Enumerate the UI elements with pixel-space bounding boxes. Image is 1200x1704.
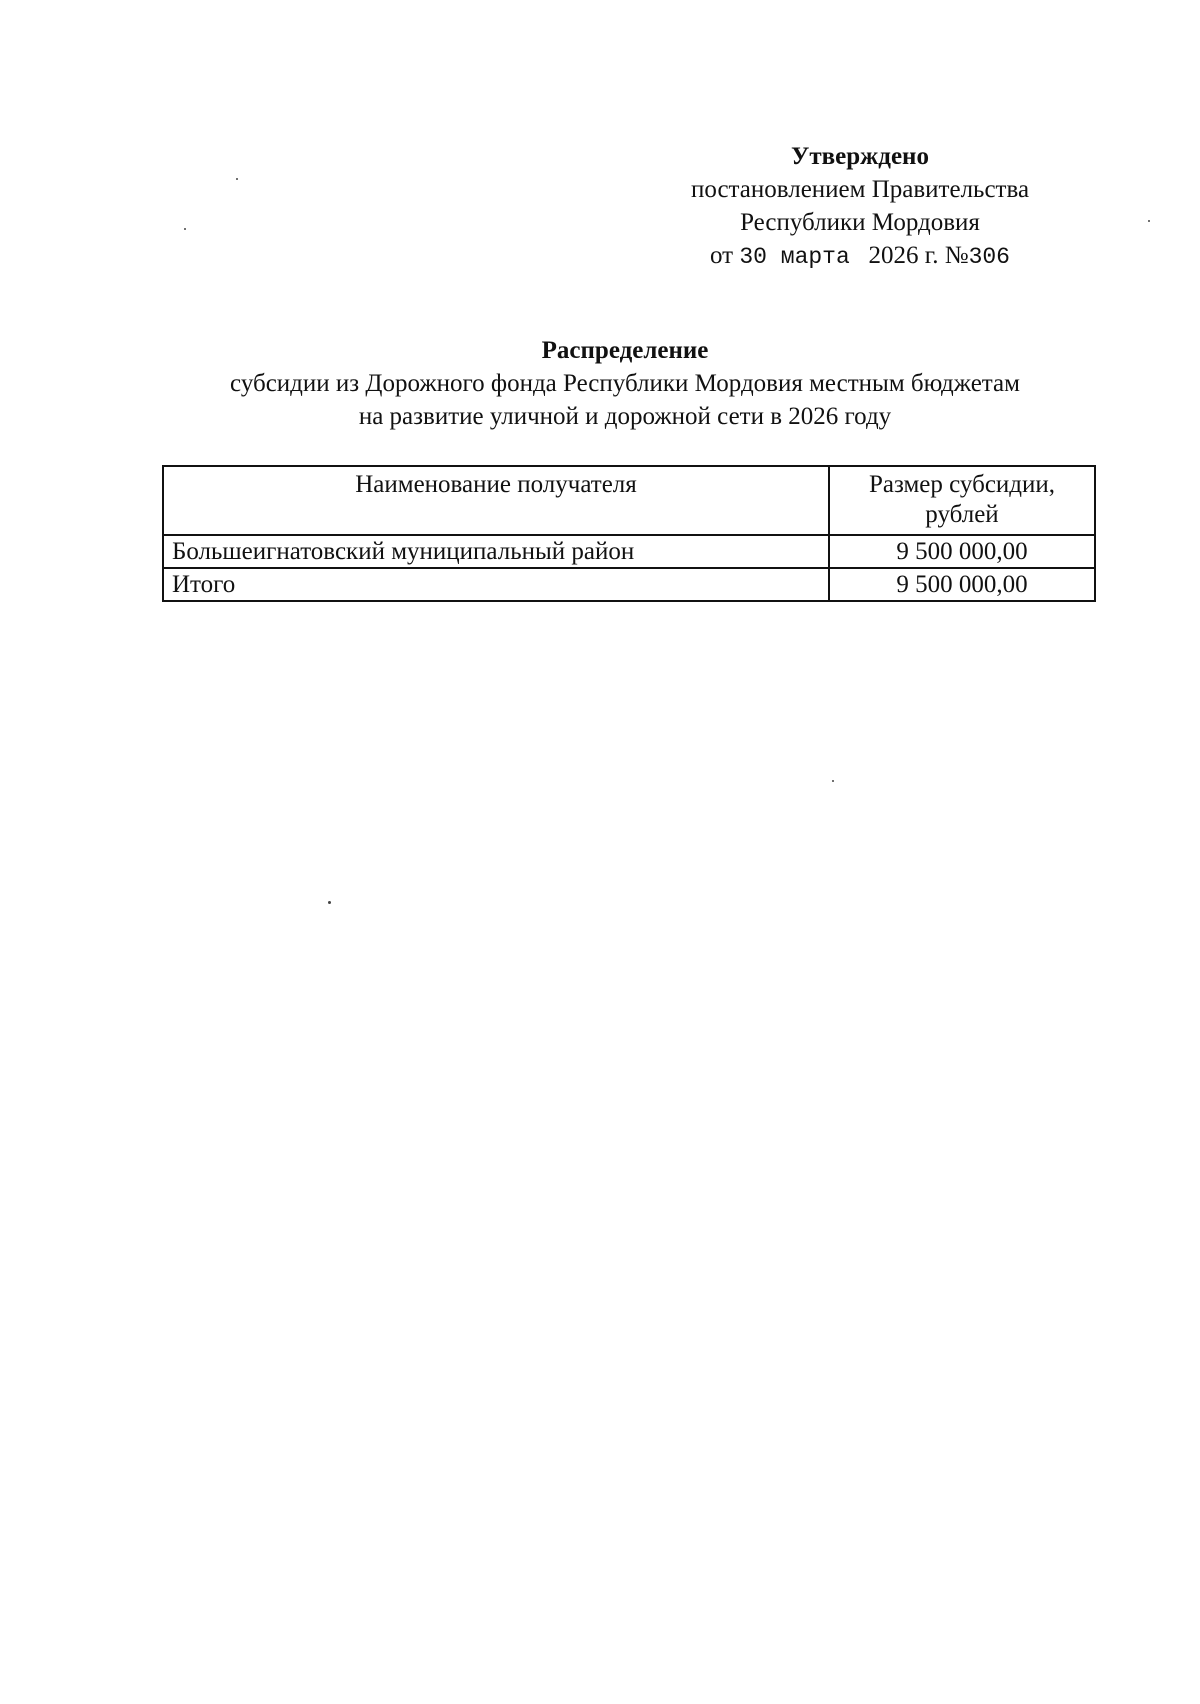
document-heading bbox=[160, 334, 1090, 433]
distribution-table bbox=[162, 465, 1096, 602]
table-row-total bbox=[163, 568, 1095, 601]
approval-block bbox=[640, 140, 1080, 274]
scan-speck bbox=[184, 228, 186, 230]
table-row bbox=[163, 535, 1095, 568]
approval-title: Утверждено bbox=[791, 143, 929, 170]
scan-speck bbox=[236, 178, 238, 180]
document-number: 306 bbox=[968, 244, 1010, 270]
total-amount-cell: 9 500 000,00 bbox=[829, 568, 1095, 601]
scan-speck bbox=[832, 780, 834, 782]
distribution-table-wrapper bbox=[162, 465, 1096, 602]
header-subsidy-amount bbox=[829, 466, 1095, 535]
heading-line-1: субсидии из Дорожного фонда Республики Мордовия местным бюджетам bbox=[230, 370, 1020, 397]
date-year: 2026 г. № bbox=[868, 242, 969, 269]
approval-date-line bbox=[640, 239, 1080, 274]
approval-authority-line: постановлением Правительства bbox=[690, 176, 1030, 203]
subsidy-amount-cell: 9 500 000,00 bbox=[829, 535, 1095, 568]
heading-line-2: на развитие уличной и дорожной сети в 2026 году bbox=[358, 403, 892, 430]
date-prefix: от bbox=[710, 242, 734, 269]
scan-speck bbox=[328, 901, 331, 904]
approval-republic-line: Республики Мордовия bbox=[740, 209, 980, 236]
header-amount-line-2: рублей bbox=[925, 501, 999, 528]
header-amount-line-1: Размер субсидии, bbox=[868, 471, 1056, 498]
header-recipient-name: Наименование получателя bbox=[163, 466, 829, 535]
table-header-row bbox=[163, 466, 1095, 535]
total-label-cell: Итого bbox=[163, 568, 829, 601]
document-title: Распределение bbox=[541, 337, 709, 364]
scan-speck bbox=[1148, 220, 1150, 222]
date-day-month: 30 марта bbox=[739, 244, 850, 270]
recipient-name-cell: Большеигнатовский муниципальный район bbox=[163, 535, 829, 568]
